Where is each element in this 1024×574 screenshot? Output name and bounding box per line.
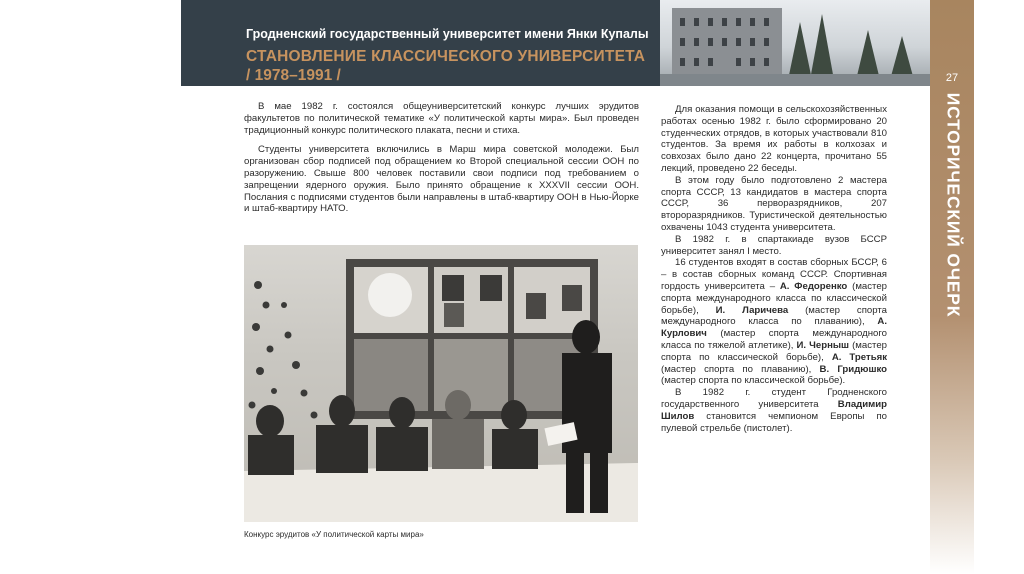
building-shape	[672, 8, 782, 74]
athlete-name: И. Черныш	[796, 339, 850, 351]
historical-photo	[244, 245, 638, 522]
athlete-name: И. Ларичева	[715, 304, 789, 316]
athlete-name: В. Гридюшко	[819, 363, 888, 375]
paragraph: В этом году было подготовлено 2 мастера спорта СССР, 13 кандидатов в мастера спорта СССР, 36 перворазрядников, 207 второразрядников. Туристической деятельностью охвачены 1043 студента университета.	[661, 174, 887, 233]
page-number: 27	[945, 72, 959, 84]
section-title: СТАНОВЛЕНИЕ КЛАССИЧЕСКОГО УНИВЕРСИТЕТА	[246, 48, 646, 65]
paragraph: В 1982 г. студент Гродненского государственного университета Владимир Шилов становится чемпионом Европы по пулевой стрельбе (пистолет).	[661, 387, 887, 434]
university-name: Гродненский государственный университет имени Янки Купалы	[246, 27, 649, 41]
paragraph: В 1982 г. в спартакиаде вузов БССР университет занял I место.	[661, 233, 887, 257]
chapter-title: ИСТОРИЧЕСКИЙ ОЧЕРК	[943, 92, 964, 318]
header-campus-photo	[660, 0, 930, 86]
paragraph: 16 студентов входят в состав сборных БССР, 6 – в состав сборных команд СССР. Спортивная гордость университета – А. Федоренко (мастер спорта международного класса по классической борьбе), И. Ларичева (мастер спорта международного класса по плаванию), А. Курлович (мастер спорта международного класса по тяжелой атлетике), И. Черныш (мастер спорта по классической борьбе), А. Третьяк (мастер спорта по плаванию), В. Гридюшко (мастер спорта по классической борьбе).	[661, 257, 888, 387]
section-years: / 1978–1991 /	[246, 67, 341, 84]
paragraph: Студенты университета включились в Марш мира советской молодежи. Был организован сбор подписей под обращением ко Второй специальной сессии ООН по разоружению. Свыше 800 человек поставили свои подписи под требованием о запрещении ядерного оружия. Было принято обращение к XXXVII сессии ООН. Послания с подписями студентов были направлены в штаб-квартиру ООН в Нью-Йорке и штаб-квартиру НАТО.	[244, 144, 639, 215]
paragraph: В мае 1982 г. состоялся общеуниверситетский конкурс лучших эрудитов факультетов по политической тематике «У политической карты мира». Был проведен традиционный конкурс политического плаката, песни и стиха.	[244, 101, 639, 136]
photo-illustration	[244, 245, 638, 522]
paragraph: Для оказания помощи в сельскохозяйственных работах осенью 1982 г. было сформировано 20 студенческих отрядов, в которых участвовали 810 студентов. За время их работы в колхозах и совхозах было дано 22 концерта, прочитано 55 лекций, проведено 22 беседы.	[661, 104, 887, 174]
athlete-name: А. Федоренко	[779, 280, 848, 292]
athlete-name: А. Курлович	[661, 316, 887, 340]
right-text-column	[661, 104, 887, 434]
athlete-name: А. Третьяк	[831, 351, 887, 363]
champion-name: Владимир Шилов	[661, 398, 887, 422]
photo-caption: Конкурс эрудитов «У политической карты мира»	[244, 530, 424, 539]
left-text-column	[244, 101, 639, 223]
